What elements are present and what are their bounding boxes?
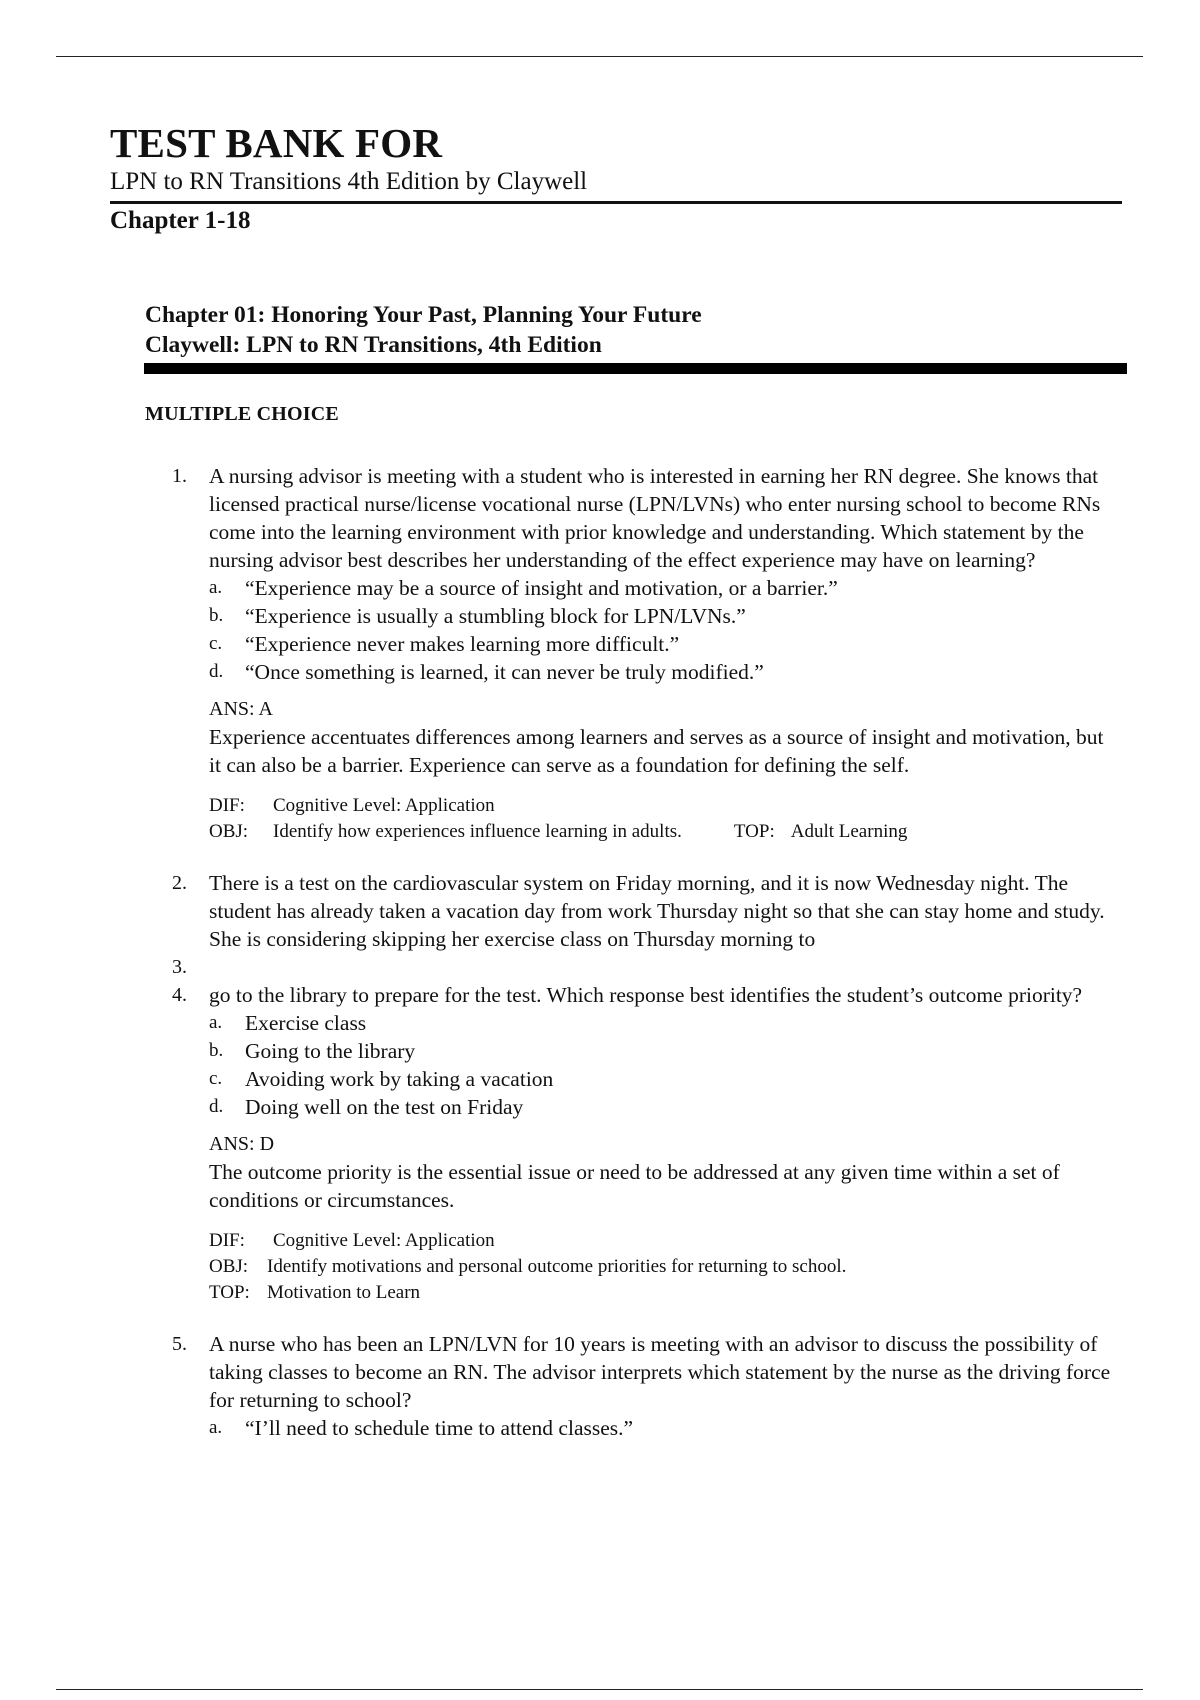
difficulty-row [209,793,1112,819]
difficulty-row [209,1228,1112,1254]
choice-c [209,1065,1112,1093]
choice-letter: b. [209,605,224,626]
choice-d [209,658,1112,686]
answer-choices [209,574,1112,686]
question-list [172,462,1112,1442]
choice-text: Doing well on the test on Friday [245,1095,524,1119]
answer-rationale: Experience accentuates differences among learners and serves as a source of insight and motivation, but it can also be a barrier. Experience can serve as a foundation for defining the self. [209,725,1104,777]
answer-rationale: The outcome priority is the essential issue or need to be addressed at any given time within a set of conditions or circumstances. [209,1160,1060,1212]
choice-d [209,1093,1112,1121]
choice-text: Going to the library [245,1039,416,1063]
topic-inline [734,819,907,845]
question-number: 3. [172,956,187,978]
objective-row [209,819,1112,845]
answer-choices [209,1009,1112,1121]
question-body [209,462,1112,845]
objective-row [209,1254,1112,1280]
difficulty-value: Cognitive Level: Application [273,795,495,816]
section-heading: MULTIPLE CHOICE [145,403,339,425]
top-rule [56,56,1143,57]
topic-row [209,1280,1112,1306]
answer-key: ANS: D [209,1133,275,1155]
objective-value: Identify how experiences influence learning in adults. [273,821,682,842]
choice-letter: a. [209,1012,223,1033]
question-number: 4. [172,984,187,1006]
choice-letter: c. [209,1068,223,1089]
choice-letter: d. [209,1096,224,1117]
chapter-book: Claywell: LPN to RN Transitions, 4th Edition [145,332,602,358]
topic-value: Adult Learning [790,821,908,842]
question-metadata [209,793,1112,845]
question-stem: A nursing advisor is meeting with a student who is interested in earning her RN degree. She knows that licensed practical nurse/license vocational nurse (LPN/LVNs) who enter nursing school to become RNs come into the learning environment with prior knowledge and understanding. Which statement by the nursing advisor best describes her understanding of the effect experience may have on learning? [209,464,1101,572]
question-stem: There is a test on the cardiovascular system on Friday morning, and it is now Wednesday night. The student has already taken a vacation day from work Thursday night so that she can stay home and study. She is considering skipping her exercise class on Thursday morning to [209,871,1105,951]
question-number: 2. [172,872,187,894]
chapter-range: Chapter 1-18 [110,207,251,234]
question-number: 5. [172,1333,187,1355]
document-title: TEST BANK FOR [110,120,443,166]
choice-letter: a. [209,1417,223,1438]
topic-value: Motivation to Learn [267,1282,421,1303]
objective-label: OBJ: [209,1256,249,1277]
question-body [209,981,1112,1306]
document-header [110,118,1122,238]
question-stem: go to the library to prepare for the test. Which response best identifies the student’s outcome priority? [209,983,1083,1007]
document-subtitle: LPN to RN Transitions 4th Edition by Claywell [110,166,1122,204]
choice-text: “Experience is usually a stumbling block for LPN/LVNs.” [245,604,746,628]
choice-a [209,1009,1112,1037]
chapter-title: Chapter 01: Honoring Your Past, Planning Your Future [145,302,702,328]
choice-letter: a. [209,577,223,598]
choice-a [209,574,1112,602]
question-stem: A nurse who has been an LPN/LVN for 10 years is meeting with an advisor to discuss the possibility of taking classes to become an RN. The advisor interprets which statement by the nurse as the driving force for returning to school? [209,1332,1111,1412]
choice-letter: d. [209,661,224,682]
question-5 [172,1330,1112,1442]
question-3 [172,953,1112,981]
choice-text: Exercise class [245,1011,367,1035]
difficulty-label: DIF: [209,1230,245,1251]
choice-text: Avoiding work by taking a vacation [245,1067,554,1091]
topic-label: TOP: [209,1282,250,1303]
difficulty-label: DIF: [209,795,245,816]
question-1 [172,462,1112,845]
answer-choices [209,1414,1112,1442]
choice-text: “Experience may be a source of insight and motivation, or a barrier.” [245,576,838,600]
choice-letter: c. [209,633,223,654]
choice-letter: b. [209,1040,224,1061]
topic-label: TOP: [733,821,775,842]
choice-c [209,630,1112,658]
choice-b [209,602,1112,630]
chapter-rule [144,363,1127,374]
difficulty-value: Cognitive Level: Application [273,1230,495,1251]
choice-text: “I’ll need to schedule time to attend classes.” [245,1416,634,1440]
choice-text: “Once something is learned, it can never be truly modified.” [245,660,764,684]
choice-text: “Experience never makes learning more difficult.” [245,632,680,656]
answer-key: ANS: A [209,698,273,720]
question-body [209,869,1112,953]
question-2 [172,869,1112,953]
chapter-heading [145,300,1128,427]
choice-b [209,1037,1112,1065]
objective-value: Identify motivations and personal outcome priorities for returning to school. [267,1256,847,1277]
question-4 [172,981,1112,1306]
bottom-rule [56,1689,1143,1690]
question-number: 1. [172,465,187,487]
question-body [209,1330,1112,1442]
objective-label: OBJ: [209,821,249,842]
choice-a [209,1414,1112,1442]
question-metadata [209,1228,1112,1306]
